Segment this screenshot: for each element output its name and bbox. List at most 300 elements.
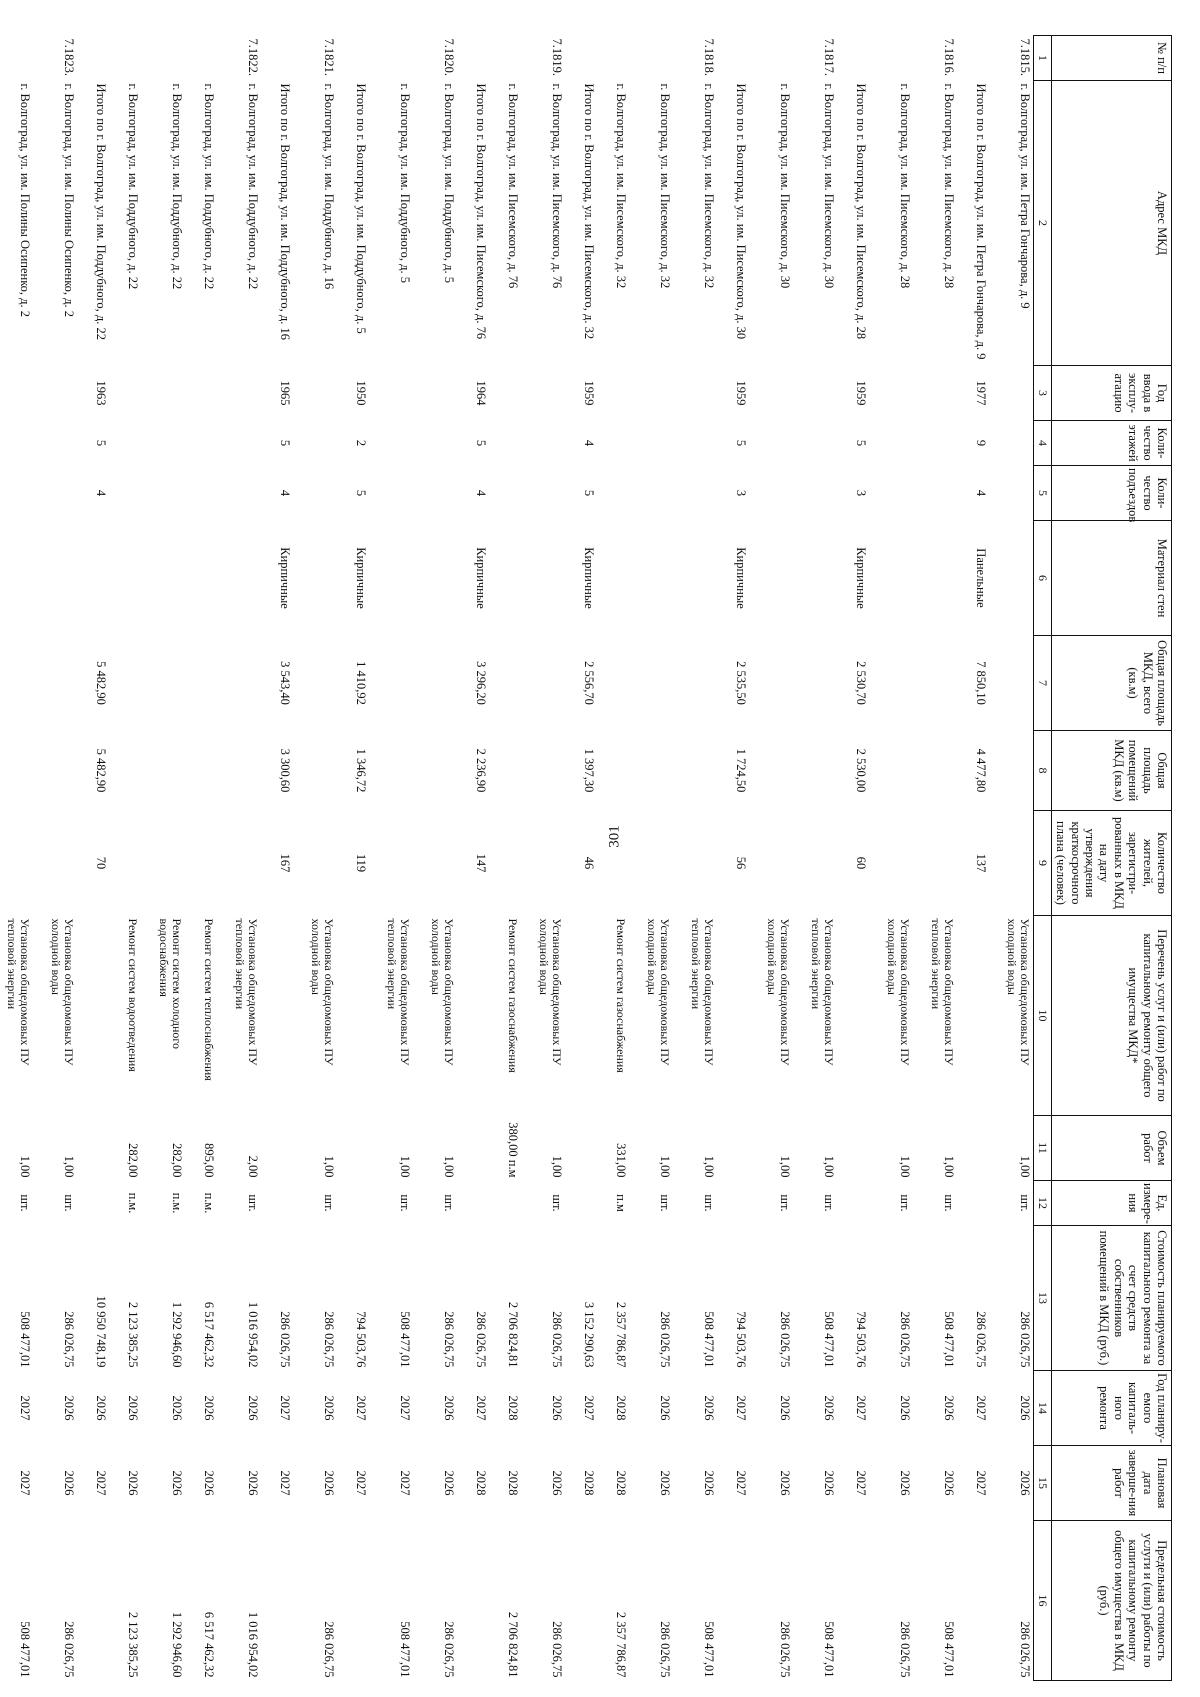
cell-row-number: [629, 36, 673, 81]
cell-year-built: [869, 366, 913, 421]
cell-planned-year: 2026: [246, 1395, 260, 1421]
cell-residents: 60: [854, 856, 868, 870]
cell-unit: шт.: [942, 1194, 956, 1212]
cell-work-list: Установка общедомовых ПУ холодной воды: [536, 918, 564, 1066]
cell-completion-date: 2027: [278, 1470, 292, 1496]
header-cell: Коли-чество этажей: [1052, 421, 1172, 466]
cell-address: г. Волгоград, ул. им. Полины Осипенко, д. 2: [62, 83, 76, 318]
cell-repair-cost: 10 950 748,19: [94, 1295, 108, 1368]
cell-total-area: [489, 636, 521, 731]
cell-unit: шт.: [1018, 1194, 1032, 1212]
cell-wall-material: [793, 521, 837, 636]
cell-floors: [217, 421, 261, 466]
cell-year-built: [33, 366, 77, 421]
cell-unit: шт.: [62, 1194, 76, 1212]
cell-limit-cost: 508 477,01: [822, 1621, 836, 1678]
cell-completion-date: 2026: [202, 1470, 216, 1496]
cell-row-number: [77, 36, 109, 81]
cell-wall-material: [109, 521, 141, 636]
cell-work-volume: 1,00: [658, 1155, 672, 1178]
cell-unit: шт.: [322, 1194, 336, 1212]
cell-repair-cost: 286 026,75: [778, 1311, 792, 1368]
cell-year-built: 1977: [974, 380, 988, 406]
table-row: [489, 36, 521, 1681]
cell-address: г. Волгоград, ул. им. Поддубного, д. 22: [126, 83, 140, 290]
cell-entrances: 4: [94, 489, 108, 497]
cell-total-area: [673, 636, 717, 731]
cell-repair-cost: 286 026,75: [442, 1311, 456, 1368]
column-number: 7: [1034, 636, 1052, 731]
cell-floors: 2: [354, 439, 368, 447]
cell-work-volume: [457, 1116, 489, 1181]
cell-work-list: Установка общедомовых ПУ холодной воды: [644, 918, 672, 1066]
cell-work-list: Ремонт систем теплоснабжения: [202, 918, 216, 1081]
cell-work-volume: 1,00: [1018, 1155, 1032, 1178]
cell-limit-cost: [957, 1521, 989, 1681]
table-row: [597, 36, 629, 1681]
cell-residents: 137: [974, 853, 988, 873]
cell-residents: [33, 811, 77, 916]
cell-address: г. Волгоград, ул. им. Писемского, д. 76: [550, 83, 564, 289]
cell-repair-cost: 2 706 824,81: [506, 1301, 520, 1368]
table-row: [521, 36, 565, 1681]
column-number: 15: [1034, 1446, 1052, 1521]
cell-row-number: 7.1816.: [942, 38, 956, 76]
cell-work-volume: [77, 1116, 109, 1181]
cell-residents: 119: [354, 853, 368, 873]
cell-row-number: [869, 36, 913, 81]
cell-planned-year: 2026: [126, 1395, 140, 1421]
cell-premises-area: [629, 731, 673, 811]
cell-work-volume: 2,00: [246, 1155, 260, 1178]
cell-repair-cost: 508 477,01: [398, 1311, 412, 1368]
rotated-page: [4, 35, 1172, 1680]
cell-planned-year: 2027: [474, 1395, 488, 1421]
cell-completion-date: 2026: [702, 1470, 716, 1496]
cell-year-built: [793, 366, 837, 421]
cell-work-volume: 380,00 п.м: [506, 1122, 520, 1178]
cell-completion-date: 2028: [582, 1470, 596, 1496]
cell-entrances: [33, 466, 77, 521]
cell-repair-cost: 6 517 462,32: [202, 1301, 216, 1368]
repair-plan-table: [0, 35, 1172, 1681]
table-row: [77, 36, 109, 1681]
cell-entrances: 3: [734, 489, 748, 497]
cell-wall-material: [913, 521, 957, 636]
cell-row-number: 7.1819.: [550, 38, 564, 76]
cell-completion-date: 2028: [506, 1470, 520, 1496]
cell-row-number: [597, 36, 629, 81]
cell-address: г. Волгоград, ул. им. Писемского, д. 76: [506, 83, 520, 289]
cell-completion-date: 2027: [854, 1470, 868, 1496]
cell-entrances: [217, 466, 261, 521]
cell-wall-material: [749, 521, 793, 636]
table-row: [337, 36, 369, 1681]
cell-address: г. Волгоград, ул. им. Поддубного, д. 22: [202, 83, 216, 290]
cell-work-list: Ремонт систем газоснабжения: [614, 918, 628, 1073]
cell-floors: [597, 421, 629, 466]
cell-year-built: [141, 366, 185, 421]
cell-limit-cost: 1 016 954,02: [246, 1611, 260, 1678]
cell-floors: [749, 421, 793, 466]
cell-premises-area: 1 724,50: [734, 748, 748, 793]
cell-premises-area: [869, 731, 913, 811]
cell-premises-area: [413, 731, 457, 811]
cell-repair-cost: 508 477,01: [942, 1311, 956, 1368]
cell-premises-area: [33, 731, 77, 811]
cell-floors: [913, 421, 957, 466]
cell-premises-area: 3 300,60: [278, 748, 292, 793]
header-cell: Коли-чество подъездов: [1052, 466, 1172, 521]
cell-total-area: [629, 636, 673, 731]
cell-floors: [369, 421, 413, 466]
cell-total-area: 3 543,40: [278, 661, 292, 705]
header-cell: Год ввода в эксплу-атацию: [1052, 366, 1172, 421]
cell-entrances: [141, 466, 185, 521]
cell-repair-cost: 1 016 954,02: [246, 1301, 260, 1368]
cell-work-list: Установка общедомовых ПУ тепловой энергии: [928, 918, 956, 1066]
cell-unit: шт.: [898, 1194, 912, 1212]
cell-entrances: 4: [474, 489, 488, 497]
cell-row-number: [565, 36, 597, 81]
cell-work-volume: 1,00: [62, 1155, 76, 1178]
column-number: 11: [1034, 1116, 1052, 1181]
cell-repair-cost: 508 477,01: [18, 1311, 32, 1368]
table-body: [0, 36, 1034, 1681]
cell-address: г. Волгоград, ул. им. Поддубного, д. 16: [322, 83, 336, 290]
header-cell: Общая площадь МКД, всего (кв.м): [1052, 636, 1172, 731]
cell-floors: [0, 421, 33, 466]
cell-unit: шт.: [18, 1194, 32, 1212]
cell-work-volume: 1,00: [898, 1155, 912, 1178]
cell-premises-area: [673, 731, 717, 811]
cell-unit: [837, 1181, 869, 1226]
cell-work-list: Установка общедомовых ПУ тепловой энергии: [688, 918, 716, 1066]
cell-address: г. Волгоград, ул. им. Писемского, д. 32: [614, 83, 628, 289]
column-number: 4: [1034, 421, 1052, 466]
table-row: [629, 36, 673, 1681]
cell-completion-date: 2027: [974, 1470, 988, 1496]
cell-row-number: 7.1823.: [62, 38, 76, 76]
cell-repair-cost: 286 026,75: [278, 1311, 292, 1368]
cell-repair-cost: 2 357 786,87: [614, 1301, 628, 1368]
cell-total-area: [597, 636, 629, 731]
cell-premises-area: [293, 731, 337, 811]
column-number: 16: [1034, 1521, 1052, 1681]
cell-residents: [185, 811, 217, 916]
cell-total-area: [185, 636, 217, 731]
cell-completion-date: 2028: [614, 1470, 628, 1496]
cell-wall-material: [673, 521, 717, 636]
table-row: [369, 36, 413, 1681]
cell-repair-cost: 2 123 385,25: [126, 1301, 140, 1368]
cell-unit: шт.: [442, 1194, 456, 1212]
cell-completion-date: 2027: [734, 1470, 748, 1496]
cell-year-built: [989, 366, 1034, 421]
cell-floors: 4: [582, 439, 596, 447]
cell-work-list: Установка общедомовых ПУ холодной воды: [428, 918, 456, 1066]
cell-work-volume: [957, 1116, 989, 1181]
cell-premises-area: 5 482,90: [94, 748, 108, 793]
cell-residents: [673, 811, 717, 916]
table-row: [913, 36, 957, 1681]
cell-row-number: [837, 36, 869, 81]
cell-work-list: Ремонт систем водоотведения: [126, 918, 140, 1072]
cell-unit: [337, 1181, 369, 1226]
cell-limit-cost: 286 026,75: [62, 1621, 76, 1678]
cell-premises-area: [141, 731, 185, 811]
table-row: [141, 36, 185, 1681]
cell-total-area: [521, 636, 565, 731]
cell-limit-cost: 286 026,75: [778, 1621, 792, 1678]
cell-residents: [141, 811, 185, 916]
cell-wall-material: [217, 521, 261, 636]
header-cell: Ед. измере-ния: [1052, 1181, 1172, 1226]
column-number: 3: [1034, 366, 1052, 421]
cell-work-list: Установка общедомовых ПУ тепловой энергии: [4, 918, 32, 1066]
table-row: [185, 36, 217, 1681]
cell-row-number: 7.1818.: [702, 38, 716, 76]
cell-total-area: 7 850,10: [974, 661, 988, 705]
cell-total-area: 3 296,20: [474, 661, 488, 705]
cell-work-list: [565, 916, 597, 1116]
cell-work-list: [77, 916, 109, 1116]
cell-wall-material: Кирпичные: [734, 547, 748, 609]
cell-residents: 46: [582, 856, 596, 870]
cell-row-number: [109, 36, 141, 81]
cell-floors: 5: [278, 439, 292, 447]
cell-unit: шт.: [246, 1194, 260, 1212]
cell-wall-material: Кирпичные: [474, 547, 488, 609]
table-row: [293, 36, 337, 1681]
cell-repair-cost: 286 026,75: [658, 1311, 672, 1368]
cell-floors: 5: [94, 439, 108, 447]
cell-work-list: [717, 916, 749, 1116]
cell-work-volume: 1,00: [822, 1155, 836, 1178]
cell-address: г. Волгоград, ул. им. Писемского, д. 28: [942, 83, 956, 289]
cell-row-number: 7.1822.: [246, 38, 260, 76]
column-number: 12: [1034, 1181, 1052, 1226]
column-number: 5: [1034, 466, 1052, 521]
cell-unit: шт.: [550, 1194, 564, 1212]
cell-premises-area: 1 397,30: [582, 748, 596, 793]
cell-entrances: [185, 466, 217, 521]
cell-residents: [521, 811, 565, 916]
cell-limit-cost: 286 026,75: [1018, 1621, 1032, 1678]
cell-address: Итого по г. Волгоград, ул. им. Петра Гончарова, д. 9: [974, 83, 988, 360]
cell-address: Итого по г. Волгоград, ул. им. Писемского, д. 76: [474, 83, 488, 340]
cell-row-number: [369, 36, 413, 81]
cell-total-area: [217, 636, 261, 731]
cell-total-area: 2 556,70: [582, 661, 596, 705]
cell-completion-date: 2028: [474, 1470, 488, 1496]
cell-entrances: [989, 466, 1034, 521]
cell-floors: [989, 421, 1034, 466]
cell-entrances: [293, 466, 337, 521]
cell-completion-date: 2026: [550, 1470, 564, 1496]
table-row: [33, 36, 77, 1681]
cell-premises-area: [369, 731, 413, 811]
cell-row-number: [337, 36, 369, 81]
cell-planned-year: 2027: [974, 1395, 988, 1421]
column-number: 10: [1034, 916, 1052, 1116]
cell-work-volume: 1,00: [18, 1155, 32, 1178]
cell-repair-cost: 794 503,76: [354, 1311, 368, 1368]
page-number: 301: [606, 825, 623, 848]
cell-repair-cost: 794 503,76: [734, 1311, 748, 1368]
cell-year-built: [369, 366, 413, 421]
cell-year-built: 1964: [474, 380, 488, 406]
cell-entrances: 5: [354, 489, 368, 497]
cell-unit: [77, 1181, 109, 1226]
cell-residents: [989, 811, 1034, 916]
cell-unit: п.м.: [170, 1192, 184, 1214]
cell-entrances: 4: [974, 489, 988, 497]
cell-limit-cost: [337, 1521, 369, 1681]
cell-row-number: [457, 36, 489, 81]
table-row: [457, 36, 489, 1681]
cell-row-number: [749, 36, 793, 81]
cell-repair-cost: 508 477,01: [702, 1311, 716, 1368]
table-row: [749, 36, 793, 1681]
cell-unit: [457, 1181, 489, 1226]
cell-total-area: 2 535,50: [734, 661, 748, 705]
cell-work-list: [337, 916, 369, 1116]
cell-premises-area: 4 477,80: [974, 748, 988, 793]
cell-completion-date: 2027: [398, 1470, 412, 1496]
cell-work-list: Ремонт систем газоснабжения: [506, 918, 520, 1073]
cell-planned-year: 2027: [354, 1395, 368, 1421]
cell-completion-date: 2026: [658, 1470, 672, 1496]
cell-unit: шт.: [658, 1194, 672, 1212]
cell-floors: 9: [974, 439, 988, 447]
cell-unit: [489, 1181, 521, 1226]
cell-address: г. Волгоград, ул. им. Писемского, д. 28: [898, 83, 912, 289]
cell-address: Итого по г. Волгоград, ул. им. Поддубного, д. 5: [354, 83, 368, 334]
cell-total-area: [869, 636, 913, 731]
cell-planned-year: 2026: [62, 1395, 76, 1421]
cell-residents: [369, 811, 413, 916]
cell-floors: [185, 421, 217, 466]
cell-entrances: [0, 466, 33, 521]
cell-year-built: 1965: [278, 380, 292, 406]
cell-address: Итого по г. Волгоград, ул. им. Писемского, д. 28: [854, 83, 868, 340]
cell-premises-area: 1 346,72: [354, 748, 368, 793]
cell-total-area: [749, 636, 793, 731]
cell-work-list: [457, 916, 489, 1116]
header-cell: Год планиру-емого капиталь-ного ремонта: [1052, 1371, 1172, 1446]
cell-wall-material: Кирпичные: [278, 547, 292, 609]
cell-planned-year: 2027: [854, 1395, 868, 1421]
cell-row-number: [185, 36, 217, 81]
cell-work-list: Установка общедомовых ПУ тепловой энергии: [808, 918, 836, 1066]
cell-floors: [793, 421, 837, 466]
cell-completion-date: 2026: [126, 1470, 140, 1496]
cell-work-volume: 895,00: [202, 1143, 216, 1178]
cell-unit: шт.: [778, 1194, 792, 1212]
cell-address: Итого по г. Волгоград, ул. им. Поддубного, д. 22: [94, 83, 108, 341]
cell-year-built: [913, 366, 957, 421]
cell-wall-material: [369, 521, 413, 636]
cell-row-number: [141, 36, 185, 81]
cell-premises-area: [521, 731, 565, 811]
cell-total-area: [33, 636, 77, 731]
cell-residents: [0, 811, 33, 916]
table-row: [989, 36, 1034, 1681]
cell-entrances: [793, 466, 837, 521]
cell-entrances: [673, 466, 717, 521]
table-row: [565, 36, 597, 1681]
table-row: [869, 36, 913, 1681]
cell-address: Итого по г. Волгоград, ул. им. Поддубного, д. 16: [278, 83, 292, 341]
column-number: 14: [1034, 1371, 1052, 1446]
cell-repair-cost: 1 292 946,60: [170, 1301, 184, 1368]
cell-year-built: [597, 366, 629, 421]
cell-residents: [293, 811, 337, 916]
cell-work-list: Установка общедомовых ПУ холодной воды: [764, 918, 792, 1066]
cell-completion-date: 2026: [1018, 1470, 1032, 1496]
cell-repair-cost: 286 026,75: [1018, 1311, 1032, 1368]
cell-residents: [489, 811, 521, 916]
cell-work-volume: 1,00: [322, 1155, 336, 1178]
cell-address: г. Волгоград, ул. им. Поддубного, д. 5: [442, 83, 456, 283]
cell-limit-cost: 1 292 946,60: [170, 1611, 184, 1678]
cell-limit-cost: [261, 1521, 293, 1681]
cell-total-area: 2 530,70: [854, 661, 868, 705]
cell-premises-area: [185, 731, 217, 811]
cell-residents: [597, 811, 629, 916]
cell-floors: [413, 421, 457, 466]
cell-residents: 56: [734, 856, 748, 870]
cell-floors: 5: [474, 439, 488, 447]
table-row: [957, 36, 989, 1681]
cell-limit-cost: 286 026,75: [550, 1621, 564, 1678]
cell-row-number: [717, 36, 749, 81]
cell-entrances: [521, 466, 565, 521]
cell-planned-year: 2026: [170, 1395, 184, 1421]
cell-planned-year: 2028: [506, 1395, 520, 1421]
cell-floors: 5: [734, 439, 748, 447]
cell-repair-cost: 286 026,75: [898, 1311, 912, 1368]
cell-work-list: [261, 916, 293, 1116]
cell-address: г. Волгоград, ул. им. Поддубного, д. 22: [246, 83, 260, 290]
cell-floors: [489, 421, 521, 466]
table-row: [217, 36, 261, 1681]
cell-limit-cost: [457, 1521, 489, 1681]
table-row: [673, 36, 717, 1681]
cell-completion-date: 2027: [354, 1470, 368, 1496]
cell-repair-cost: 286 026,75: [474, 1311, 488, 1368]
header-cell: Объем работ: [1052, 1116, 1172, 1181]
cell-year-built: 1950: [354, 380, 368, 406]
cell-work-volume: 1,00: [442, 1155, 456, 1178]
cell-residents: [749, 811, 793, 916]
cell-repair-cost: 286 026,75: [974, 1311, 988, 1368]
cell-limit-cost: 286 026,75: [442, 1621, 456, 1678]
cell-premises-area: [217, 731, 261, 811]
cell-wall-material: Кирпичные: [854, 547, 868, 609]
cell-limit-cost: [565, 1521, 597, 1681]
cell-entrances: 5: [582, 489, 596, 497]
cell-address: г. Волгоград, ул. им. Писемского, д. 30: [822, 83, 836, 289]
cell-planned-year: 2028: [614, 1395, 628, 1421]
cell-year-built: 1959: [734, 380, 748, 406]
cell-planned-year: 2026: [202, 1395, 216, 1421]
cell-work-list: Установка общедомовых ПУ холодной воды: [308, 918, 336, 1066]
cell-residents: [413, 811, 457, 916]
cell-residents: [869, 811, 913, 916]
cell-entrances: [109, 466, 141, 521]
